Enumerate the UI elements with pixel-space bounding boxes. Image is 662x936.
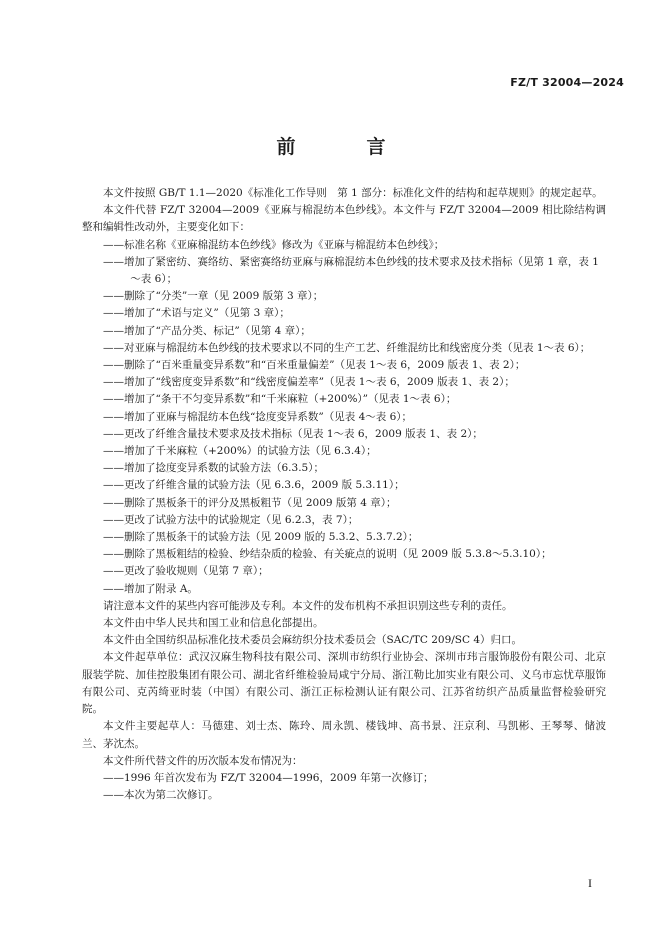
list-item: ——增加了“线密度变异系数”和“线密度偏差率”（见表 1～表 6，2009 版表 1、表 2）； bbox=[103, 376, 515, 389]
list-item: ——对亚麻与棉混纺本色纱线的技术要求以不同的生产工艺、纤维混纺比和线密度分类（见表 1～表 6）； bbox=[103, 341, 591, 354]
paragraph: 本文件代替 FZ/T 32004—2009《亚麻与棉混纺本色纱线》。本文件与 FZ/T 32004—2009 相比除结构调整和编辑性改动外，主要变化如下： bbox=[82, 204, 606, 234]
list-item-text: 增加了“条干不匀变异系数”和“千米麻粒（+200%）”（见表 1～表 6）； bbox=[124, 393, 457, 406]
list-item-text: 增加了千米麻粒（+200%）的试验方法（见 6.3.4）； bbox=[124, 445, 377, 458]
list-item: ——增加了捻度变异系数的试验方法（6.3.5）； bbox=[103, 462, 324, 475]
list-item-text: 本次为第二次修订。 bbox=[124, 789, 219, 802]
paragraph: 本文件由全国纺织品标准化技术委员会麻纺织分技术委员会（SAC/TC 209/SC 4）归口。 bbox=[103, 634, 523, 647]
changes-list bbox=[82, 237, 606, 598]
list-item-text: 增加了“产品分类、标记”（见第 4 章）； bbox=[124, 324, 311, 337]
page-number: I bbox=[588, 876, 592, 890]
list-item-text: 1996 年首次发布为 FZ/T 32004—1996，2009 年第一次修订； bbox=[124, 771, 434, 784]
list-item: ——标准名称《亚麻棉混纺本色纱线》修改为《亚麻与棉混纺本色纱线》； bbox=[103, 238, 445, 251]
list-item: ——更改了试验方法中的试验规定（见 6.2.3，表 7）； bbox=[103, 513, 359, 526]
list-item: ——增加了亚麻与棉混纺本色线“捻度变异系数”（见表 4～表 6）； bbox=[103, 410, 413, 423]
list-item-text: 增加了捻度变异系数的试验方法（6.3.5）； bbox=[124, 462, 324, 475]
list-item: ——删除了黑板条干的试验方法（见 2009 版的 5.3.2、5.3.7.2）； bbox=[103, 531, 419, 544]
list-item: ——更改了纤维含量的试验方法（见 6.3.6，2009 版 5.3.11）； bbox=[103, 479, 405, 492]
page-title: 前 言 bbox=[276, 136, 412, 158]
paragraph: 本文件起草单位：武汉汉麻生物科技有限公司、深圳市纺织行业协会、深圳市玮言服饰股份有限公司、北京服装学院、加佳控股集团有限公司、湖北省纤维检验局咸宁分局、浙江勒比加实业有限公司、义乌市忘忧草服饰有限公司、克芮绮亚时装（中国）有限公司、浙江正标检测认证有限公司、江苏省纺织产品质量监督检验研究院。 bbox=[82, 651, 606, 716]
paragraph: 本文件主要起草人：马德建、刘士杰、陈玲、周永凯、楼钱坤、高书景、汪京利、马凯彬、王琴琴、储波兰、茅沈杰。 bbox=[82, 720, 606, 750]
list-item-text: 增加了亚麻与棉混纺本色线“捻度变异系数”（见表 4～表 6）； bbox=[124, 410, 413, 423]
list-item: ——增加了“术语与定义”（见第 3 章）； bbox=[103, 307, 290, 320]
list-item-text: 删除了黑板粗结的检验、纱结杂质的检验、有关疵点的说明（见 2009 版 5.3.8～5.3.10）； bbox=[124, 548, 552, 561]
document-body bbox=[82, 185, 606, 804]
list-item-text: 增加了附录 A。 bbox=[124, 582, 198, 595]
list-item: ——1996 年首次发布为 FZ/T 32004—1996，2009 年第一次修订； bbox=[103, 771, 434, 784]
list-item-text: 删除了黑板条干的评分及黑板粗节（见 2009 版第 4 章）； bbox=[124, 496, 397, 509]
paragraph: 本文件由中华人民共和国工业和信息化部提出。 bbox=[103, 617, 324, 630]
list-item-text: 删除了“分类”一章（见 2009 版第 3 章）； bbox=[124, 290, 324, 303]
list-item: ——删除了黑板粗结的检验、纱结杂质的检验、有关疵点的说明（见 2009 版 5.3.8～5.3.10）； bbox=[103, 548, 552, 561]
list-item-text: 更改了纤维含量的试验方法（见 6.3.6，2009 版 5.3.11）； bbox=[124, 479, 405, 492]
standard-code: FZ/T 32004—2024 bbox=[510, 76, 624, 89]
list-item: ——增加了紧密纺、赛络纺、紧密赛络纺亚麻与麻棉混纺本色纱线的技术要求及技术指标（见第 1 章，表 1～表 6）； bbox=[103, 255, 599, 286]
paragraph: 本文件按照 GB/T 1.1—2020《标准化工作导则 第 1 部分：标准化文件的结构和起草规则》的规定起草。 bbox=[103, 187, 603, 199]
list-item: ——删除了黑板条干的评分及黑板粗节（见 2009 版第 4 章）； bbox=[103, 496, 397, 509]
list-item: ——删除了“分类”一章（见 2009 版第 3 章）； bbox=[103, 290, 324, 303]
list-item-text: 删除了“百米重量变异系数”和“百米重量偏差”（见表 1～表 6，2009 版表 1、表 2）； bbox=[124, 359, 526, 372]
list-item: ——删除了“百米重量变异系数”和“百米重量偏差”（见表 1～表 6，2009 版表 1、表 2）； bbox=[103, 359, 526, 372]
list-item-text: 更改了纤维含量技术要求及技术指标（见表 1～表 6，2009 版表 1、表 2）； bbox=[124, 427, 483, 440]
list-item-text: 增加了紧密纺、赛络纺、紧密赛络纺亚麻与麻棉混纺本色纱线的技术要求及技术指标（见第 1 章，表 1～表 6）； bbox=[124, 255, 599, 286]
list-item: ——增加了“产品分类、标记”（见第 4 章）； bbox=[103, 324, 311, 337]
list-item: ——本次为第二次修订。 bbox=[103, 789, 219, 802]
list-item: ——增加了千米麻粒（+200%）的试验方法（见 6.3.4）； bbox=[103, 445, 377, 458]
list-item-text: 标准名称《亚麻棉混纺本色纱线》修改为《亚麻与棉混纺本色纱线》； bbox=[124, 238, 445, 251]
list-item-text: 更改了试验方法中的试验规定（见 6.2.3，表 7）； bbox=[124, 513, 359, 526]
paragraph: 本文件所代替文件的历次版本发布情况为： bbox=[103, 754, 303, 767]
history-list bbox=[82, 770, 606, 804]
list-item: ——更改了纤维含量技术要求及技术指标（见表 1～表 6，2009 版表 1、表 2）； bbox=[103, 427, 483, 440]
list-item-text: 增加了“线密度变异系数”和“线密度偏差率”（见表 1～表 6，2009 版表 1、表 2）； bbox=[124, 376, 515, 389]
list-item-text: 更改了验收规则（见第 7 章）； bbox=[124, 565, 269, 578]
paragraph: 请注意本文件的某些内容可能涉及专利。本文件的发布机构不承担识别这些专利的责任。 bbox=[103, 599, 513, 612]
list-item-text: 对亚麻与棉混纺本色纱线的技术要求以不同的生产工艺、纤维混纺比和线密度分类（见表 1～表 6）； bbox=[124, 341, 591, 354]
list-item-text: 删除了黑板条干的试验方法（见 2009 版的 5.3.2、5.3.7.2）； bbox=[124, 531, 419, 544]
list-item: ——更改了验收规则（见第 7 章）； bbox=[103, 565, 269, 578]
list-item: ——增加了附录 A。 bbox=[103, 582, 198, 595]
list-item: ——增加了“条干不匀变异系数”和“千米麻粒（+200%）”（见表 1～表 6）； bbox=[103, 393, 457, 406]
list-item-text: 增加了“术语与定义”（见第 3 章）； bbox=[124, 307, 290, 320]
